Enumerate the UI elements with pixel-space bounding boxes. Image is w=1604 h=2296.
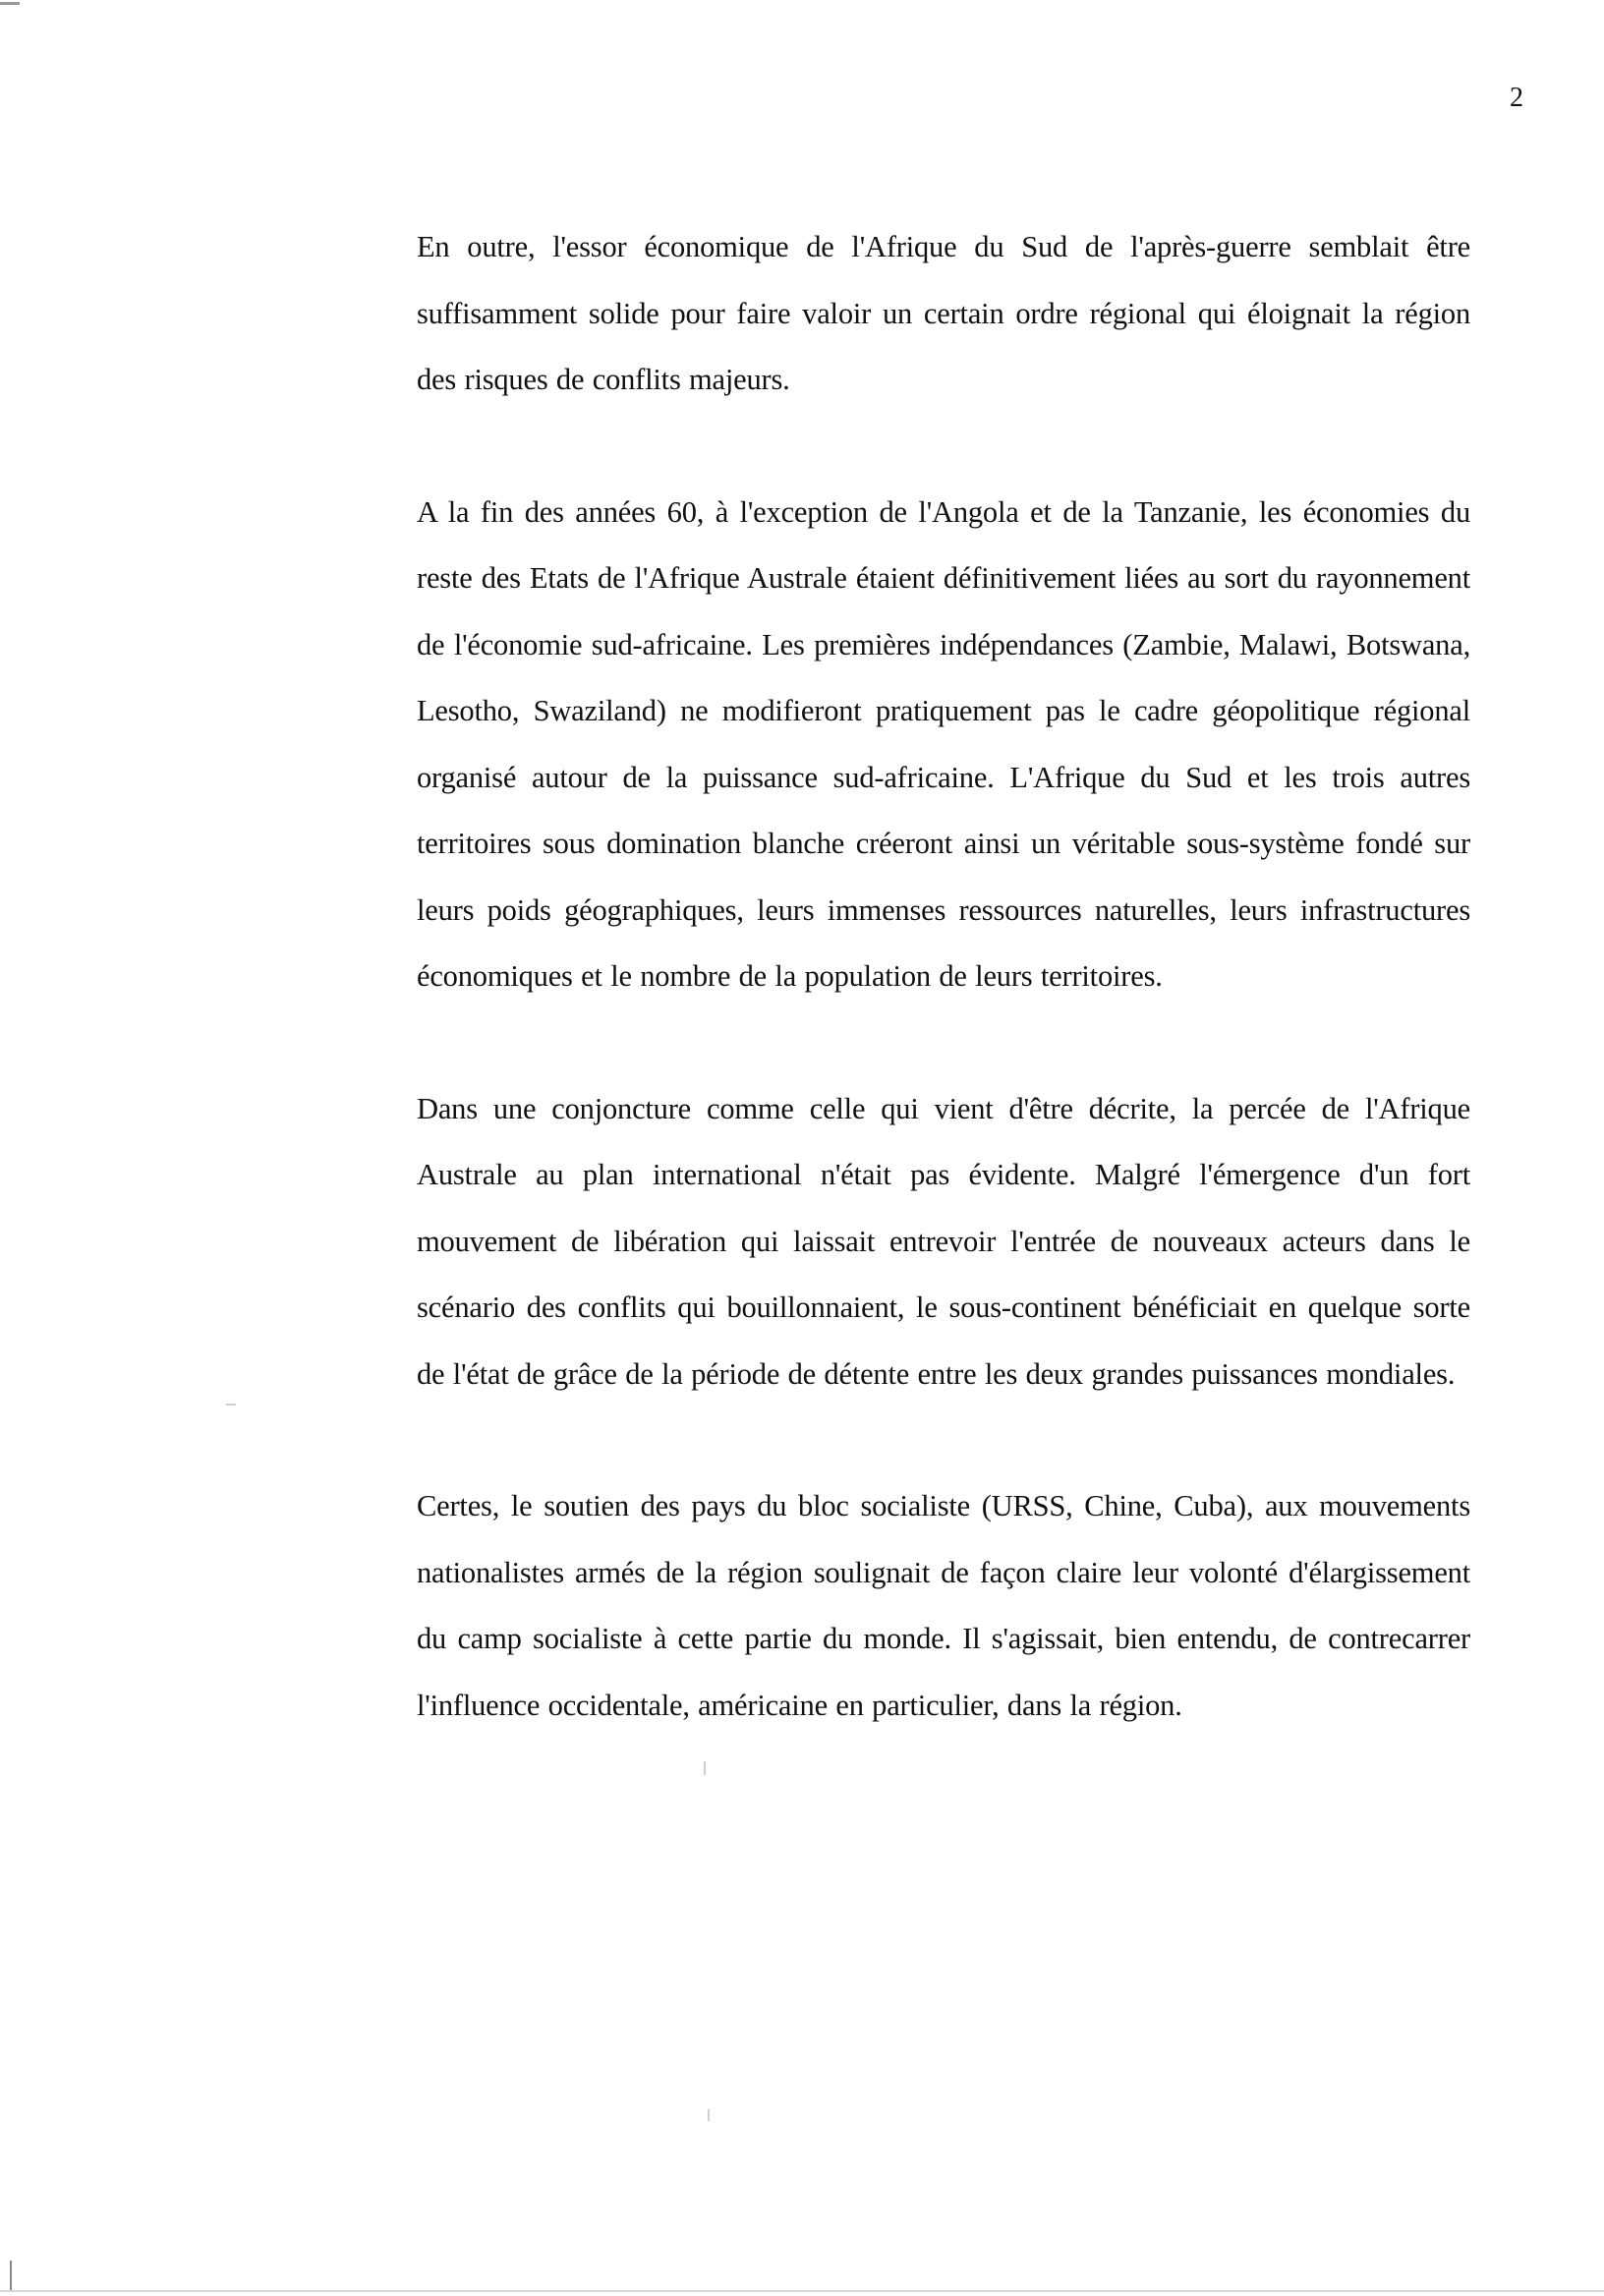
paragraph: Dans une conjoncture comme celle qui vient d'être décrite, la percée de l'Afrique Australe au plan international n'était pas évidente. Malgré l'émergence d'un fort mouvement de libération qui laissait entrevoir l'entrée de nouveaux acteurs dans le scénario des conflits qui bouillonnaient, le sous-continent bénéficiait en quelque sorte de l'état de grâce de la période de détente entre les deux grandes puissances mondiales. (417, 1091, 1470, 1391)
scan-artifact (0, 2, 20, 5)
scan-artifact (226, 1404, 236, 1406)
paragraph: En outre, l'essor économique de l'Afrique du Sud de l'après-guerre semblait être suffisamment solide pour faire valoir un certain ordre régional qui éloignait la région des risques de conflits majeurs. (417, 230, 1470, 396)
paragraph: Certes, le soutien des pays du bloc socialiste (URSS, Chine, Cuba), aux mouvements nationalistes armés de la région soulignait de façon claire leur volonté d'élargissement du camp socialiste à cette partie du monde. Il s'agissait, bien entendu, de contrecarrer l'influence occidentale, américaine en particulier, dans la région. (417, 1489, 1470, 1722)
page-number: 2 (1510, 83, 1523, 113)
paragraph-gap (417, 414, 1470, 480)
paragraph-gap (417, 1010, 1470, 1076)
paragraph-gap (417, 1407, 1470, 1473)
scan-artifact (10, 2261, 12, 2290)
paragraph: A la fin des années 60, à l'exception de l'Angola et de la Tanzanie, les économies du reste des Etats de l'Afrique Australe étaient définitivement liées au sort du rayonnement de l'économie sud-africaine. Les premières indépendances (Zambie, Malawi, Botswana, Lesotho, Swaziland) ne modifieront pratiquement pas le cadre géopolitique régional organisé autour de la puissance sud-africaine. L'Afrique du Sud et les trois autres territoires sous domination blanche créeront ainsi un véritable sous-système fondé sur leurs poids géographiques, leurs immenses ressources naturelles, leurs infrastructures économiques et le nombre de la population de leurs territoires. (417, 494, 1470, 993)
scan-artifact (708, 2109, 710, 2121)
scan-artifact (704, 1761, 706, 1775)
scan-artifact (0, 2290, 1604, 2292)
body-text (417, 214, 1470, 1739)
